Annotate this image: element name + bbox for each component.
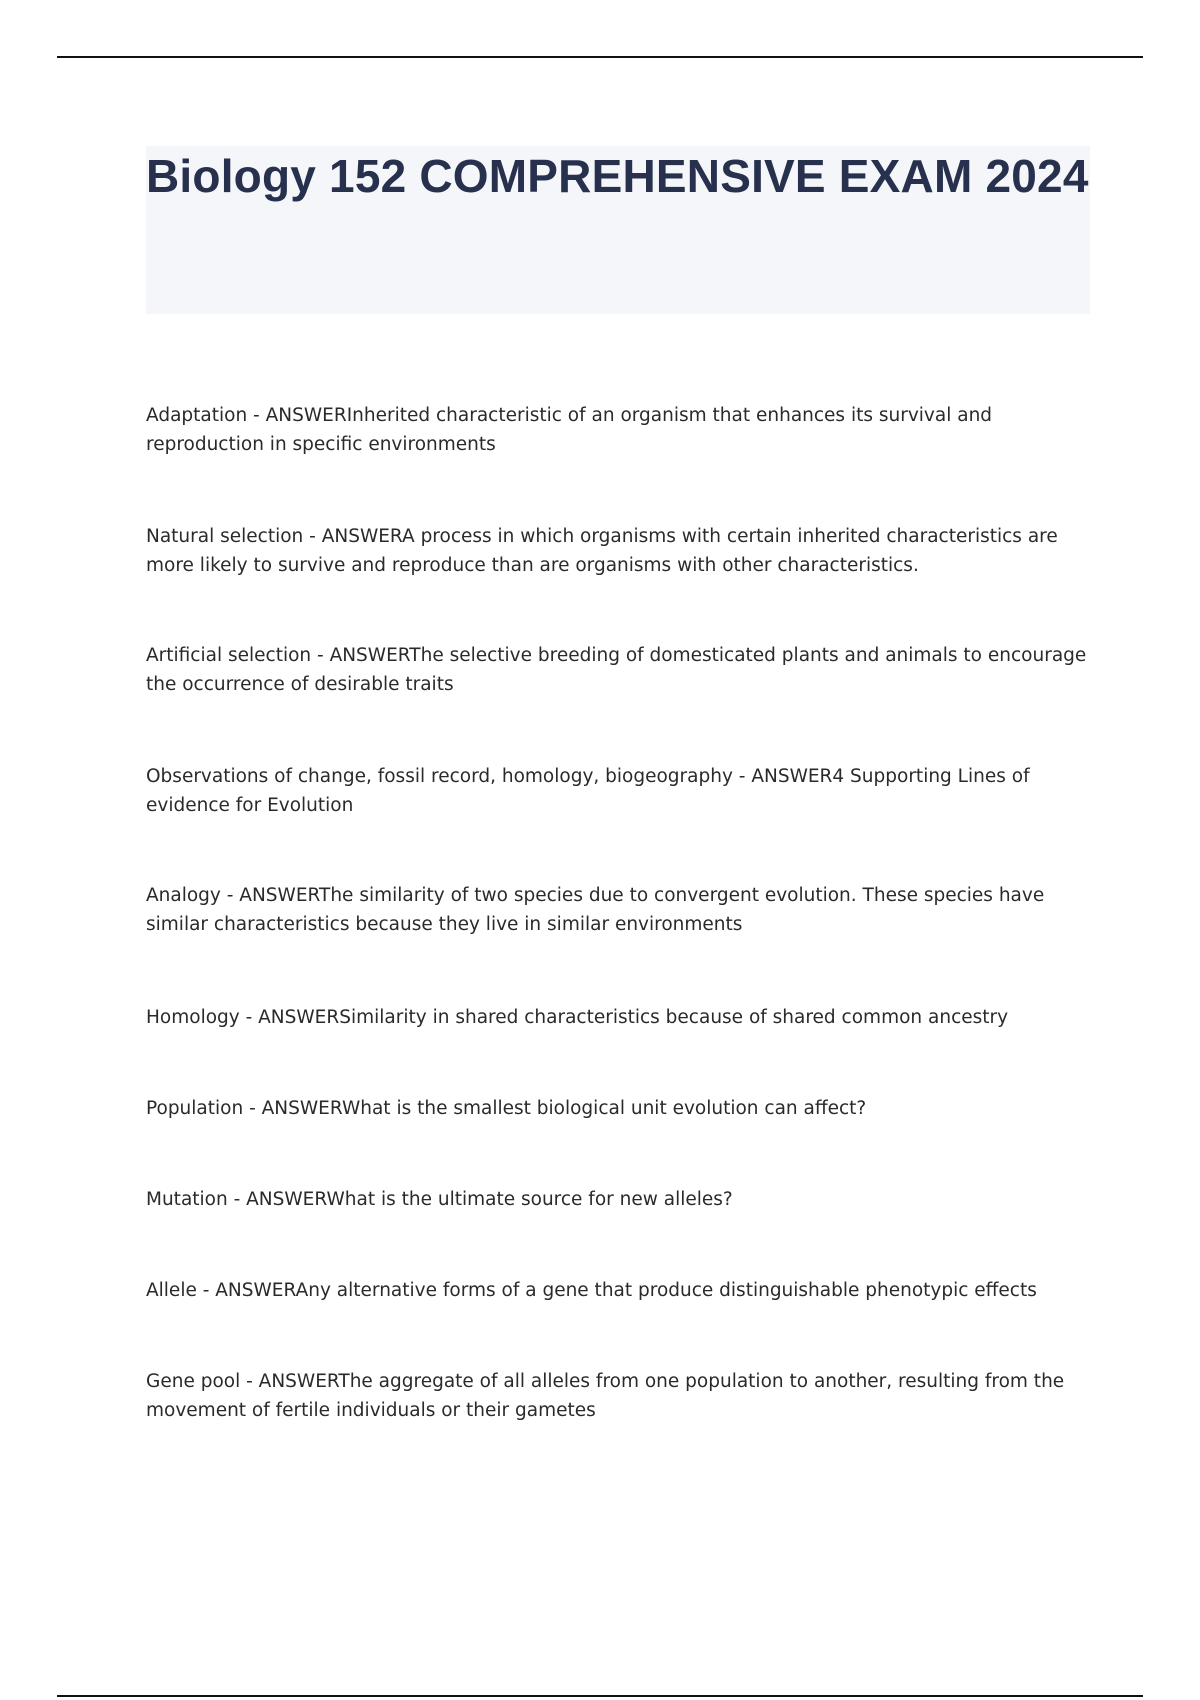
entry-evidence-for-evolution: Observations of change, fossil record, homology, biogeography - ANSWER4 Supporting Lines of evidence for Evolution (146, 766, 1030, 816)
entry-allele: Allele - ANSWERAny alternative forms of a gene that produce distinguishable phenotypic effects (146, 1280, 1037, 1301)
entry-gene-pool: Gene pool - ANSWERThe aggregate of all alleles from one population to another, resulting from the movement of fertile individuals or their gametes (146, 1371, 1065, 1421)
entry-homology: Homology - ANSWERSimilarity in shared characteristics because of shared common ancestry (146, 1007, 1009, 1028)
entry-artificial-selection: Artificial selection - ANSWERThe selective breeding of domesticated plants and animals to encourage the occurrence of desirable traits (146, 645, 1087, 695)
page-title: Biology 152 COMPREHENSIVE EXAM 2024 (146, 150, 1089, 202)
entry-adaptation: Adaptation - ANSWERInherited characteristic of an organism that enhances its survival and reproduction in specific environments (146, 405, 993, 455)
entry-mutation: Mutation - ANSWERWhat is the ultimate source for new alleles? (146, 1189, 733, 1210)
title-banner (146, 146, 1090, 314)
top-rule (57, 56, 1143, 58)
bottom-rule (57, 1695, 1143, 1697)
entry-analogy: Analogy - ANSWERThe similarity of two species due to convergent evolution. These species have similar characteristics because they live in similar environments (146, 885, 1045, 935)
entry-population: Population - ANSWERWhat is the smallest biological unit evolution can affect? (146, 1098, 867, 1119)
entry-natural-selection: Natural selection - ANSWERA process in which organisms with certain inherited characteristics are more likely to survive and reproduce than are organisms with other characteristics. (146, 526, 1058, 576)
